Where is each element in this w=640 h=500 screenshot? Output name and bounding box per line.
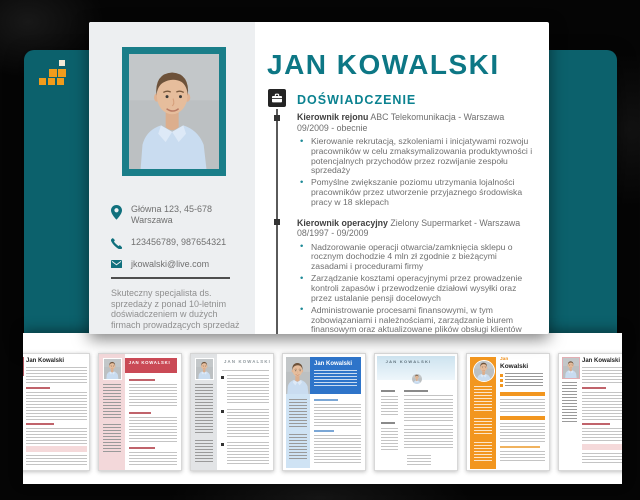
profile-summary: Skuteczny specjalista ds. sprzedaży z ponad 10-letnim doświadczeniem w dużych firmach prowadzących sprzedaż — [111, 288, 240, 330]
sidebar-divider — [111, 277, 230, 279]
phone-row — [111, 237, 245, 249]
bullet-item: • Kierowanie rekrutacją, szkoleniami i inicjatywami rozwoju pracowników w celu zmaksymalizowania produktywności i potencjalnych przychodów przez rozwijanie zespołu sprzedaży — [311, 137, 535, 176]
brand-logo-icon — [38, 60, 68, 87]
experience-section-heading: DOŚWIADCZENIE — [297, 93, 417, 107]
envelope-icon — [111, 259, 122, 268]
job-entry — [297, 218, 535, 335]
job-bullets — [297, 243, 535, 335]
template-gallery-strip — [23, 333, 622, 484]
thumbnail-photo — [103, 358, 122, 380]
template-thumbnail-7[interactable] — [558, 353, 622, 471]
job-dates: 08/1997 - 09/2009 — [297, 228, 369, 239]
job-title: Kierownik operacyjny — [297, 217, 388, 228]
logo-square-orange — [48, 78, 55, 85]
template-thumbnail-4[interactable] — [282, 353, 366, 471]
thumbnail-name: Jan Kowalski — [26, 358, 65, 364]
thumbnail-name-last: Kowalski — [500, 363, 529, 370]
template-thumbnail-row — [23, 353, 622, 471]
job-company: ABC Telekomunikacja - Warszawa — [370, 112, 505, 122]
thumbnail-name: Jan Kowalski — [582, 358, 621, 364]
thumbnail-photo — [195, 358, 214, 380]
thumbnail-photo — [412, 374, 422, 384]
bullet-item: • Zarządzanie kosztami operacyjnymi przez prowadzenie kontroli zapasów i przewodzenie działowi wysyłki oraz przez ustalanie pensji docelowych — [311, 274, 535, 303]
thumbnail-photo — [286, 357, 310, 394]
phone-number: 123456789, 987654321 — [131, 236, 227, 247]
timeline-marker — [274, 219, 280, 225]
logo-square-orange — [49, 69, 57, 77]
template-thumbnail-2[interactable] — [98, 353, 182, 471]
thumbnail-name-banner — [310, 357, 361, 394]
job-dates: 09/2009 - obecnie — [297, 122, 368, 133]
profile-photo — [122, 47, 226, 176]
experience-list — [297, 112, 535, 345]
job-company: Zielony Supermarket - Warszawa — [390, 217, 521, 228]
thumbnail-photo — [23, 357, 24, 376]
location-pin-icon — [111, 204, 122, 220]
bullet-item: • Administrowanie procesami finansowymi, w tym zobowiązaniami i należnościami, zarządzanie biurem finansowym oraz aktualizowane plików obsługi klientów — [311, 306, 535, 335]
logo-square-cream — [59, 60, 65, 66]
job-bullets — [297, 137, 535, 207]
cv-name-title: JAN KOWALSKI — [267, 49, 500, 80]
job-entry — [297, 112, 535, 208]
thumbnail-name: JAN KOWALSKI — [128, 360, 171, 366]
thumbnail-photo — [562, 357, 580, 379]
job-title: Kierownik rejonu — [297, 112, 369, 122]
contact-block — [111, 204, 245, 280]
thumbnail-name: JAN KOWALSKI — [224, 360, 271, 365]
logo-square-orange — [39, 78, 46, 85]
template-thumbnail-1[interactable] — [23, 353, 90, 471]
briefcase-icon — [268, 89, 286, 107]
address-row — [111, 204, 245, 227]
logo-square-orange — [58, 69, 66, 77]
thumbnail-name: Jan Kowalski — [314, 361, 353, 367]
template-thumbnail-3[interactable] — [190, 353, 274, 471]
thumbnail-name-banner — [125, 358, 177, 373]
address-line-2: Warszawa — [131, 215, 173, 226]
template-thumbnail-6[interactable] — [466, 353, 550, 471]
bullet-item: • Nadzorowanie operacji otwarcia/zamknięcia sklepu o rocznym dochodzie 4 mln zł zgodnie z bieżącymi zasadami i procedurami firmy — [311, 243, 535, 272]
email-address: jkowalski@live.com — [131, 258, 210, 269]
thumbnail-name-first: Jan — [500, 357, 509, 362]
portrait-image — [129, 54, 219, 169]
address-line-1: Główna 123, 45-678 — [131, 204, 213, 214]
phone-icon — [111, 237, 122, 249]
cv-preview-page — [89, 22, 549, 334]
bullet-item: • Pomyślne zwiększanie poziomu utrzymania lojalności pracowników przez utworzenie przyjaznego środowiska pracy w 18 sklepach — [311, 178, 535, 207]
email-row — [111, 259, 245, 270]
logo-square-orange — [57, 78, 64, 85]
thumbnail-photo — [473, 360, 495, 382]
timeline-marker — [274, 115, 280, 121]
template-thumbnail-5[interactable] — [374, 353, 458, 471]
thumbnail-name: JAN KOWALSKI — [385, 360, 432, 365]
